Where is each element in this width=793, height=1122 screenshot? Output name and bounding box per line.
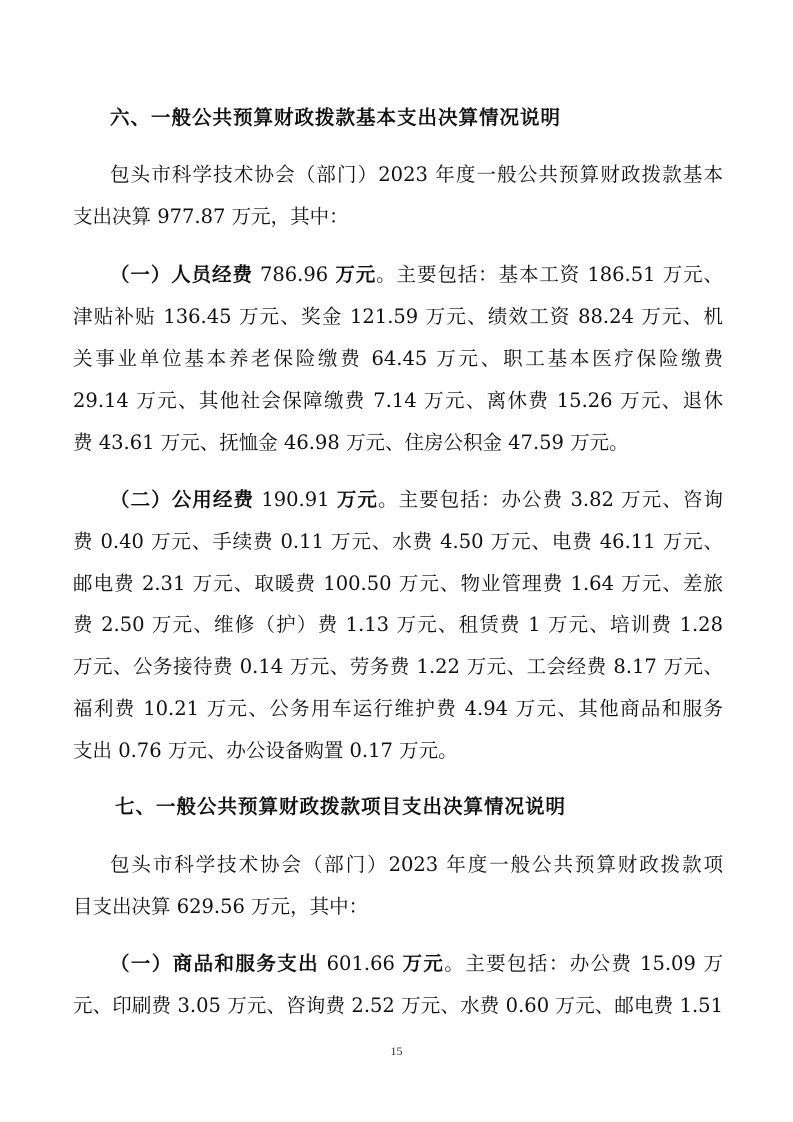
paragraph-line: 目支出决算 629.56 万元，其中： [73, 895, 369, 918]
paragraph-line: 支出 0.76 万元、办公设备购置 0.17 万元。 [73, 739, 458, 762]
paragraph-line: 元、印刷费 3.05 万元、咨询费 2.52 万元、水费 0.60 万元、邮电费 1.51 [73, 994, 723, 1017]
section-heading: 六、一般公共预算财政拨款基本支出决算情况说明 [110, 106, 562, 129]
item-amount: 601.66 [319, 952, 403, 975]
page-number: 15 [390, 1044, 403, 1058]
item-unit: 万元 [335, 263, 377, 286]
item-amount: 786.96 [252, 263, 336, 286]
paragraph-line: 费 2.50 万元、维修（护）费 1.13 万元、租赁费 1 万元、培训费 1.28 [73, 613, 723, 636]
item-unit: 万元 [336, 488, 378, 511]
paragraph-line: 费 0.40 万元、手续费 0.11 万元、水费 4.50 万元、电费 46.11 万元、 [73, 530, 723, 553]
paragraph-line: 万元、公务接待费 0.14 万元、劳务费 1.22 万元、工会经费 8.17 万元、 [73, 655, 723, 678]
paragraph-line: 福利费 10.21 万元、公务用车运行维护费 4.94 万元、其他商品和服务 [73, 697, 723, 720]
paragraph-line: 费 43.61 万元、抚恤金 46.98 万元、住房公积金 47.59 万元。 [73, 431, 629, 454]
paragraph-line: 关事业单位基本养老保险缴费 64.45 万元、职工基本医疗保险缴费 [73, 347, 723, 370]
paragraph-line: 支出决算 977.87 万元，其中： [73, 205, 349, 228]
item-text: 。主要包括：办公费 3.82 万元、咨询 [378, 488, 723, 511]
section-heading: 七、一般公共预算财政拨款项目支出决算情况说明 [115, 795, 567, 818]
paragraph-line: 邮电费 2.31 万元、取暖费 100.50 万元、物业管理费 1.64 万元、差旅 [73, 572, 723, 595]
paragraph-line [110, 944, 723, 984]
paragraph-line: 29.14 万元、其他社会保障缴费 7.14 万元、离休费 15.26 万元、退休 [73, 389, 723, 412]
item-text: 。主要包括：办公费 15.09 万 [444, 952, 723, 975]
paragraph-line [110, 480, 723, 520]
paragraph-line: 包头市科学技术协会（部门）2023 年度一般公共预算财政拨款项 [110, 853, 723, 876]
item-amount: 190.91 [254, 488, 337, 511]
item-label: （一）商品和服务支出 [110, 952, 320, 975]
item-unit: 万元 [402, 952, 445, 975]
paragraph-line: 包头市科学技术协会（部门）2023 年度一般公共预算财政拨款基本 [110, 163, 723, 186]
paragraph-line [110, 255, 723, 295]
item-label: （一）人员经费 [110, 263, 253, 286]
item-text: 。主要包括：基本工资 186.51 万元、 [376, 263, 723, 286]
paragraph-line: 津贴补贴 136.45 万元、奖金 121.59 万元、绩效工资 88.24 万元、机 [73, 305, 723, 328]
item-label: （二）公用经费 [110, 488, 255, 511]
